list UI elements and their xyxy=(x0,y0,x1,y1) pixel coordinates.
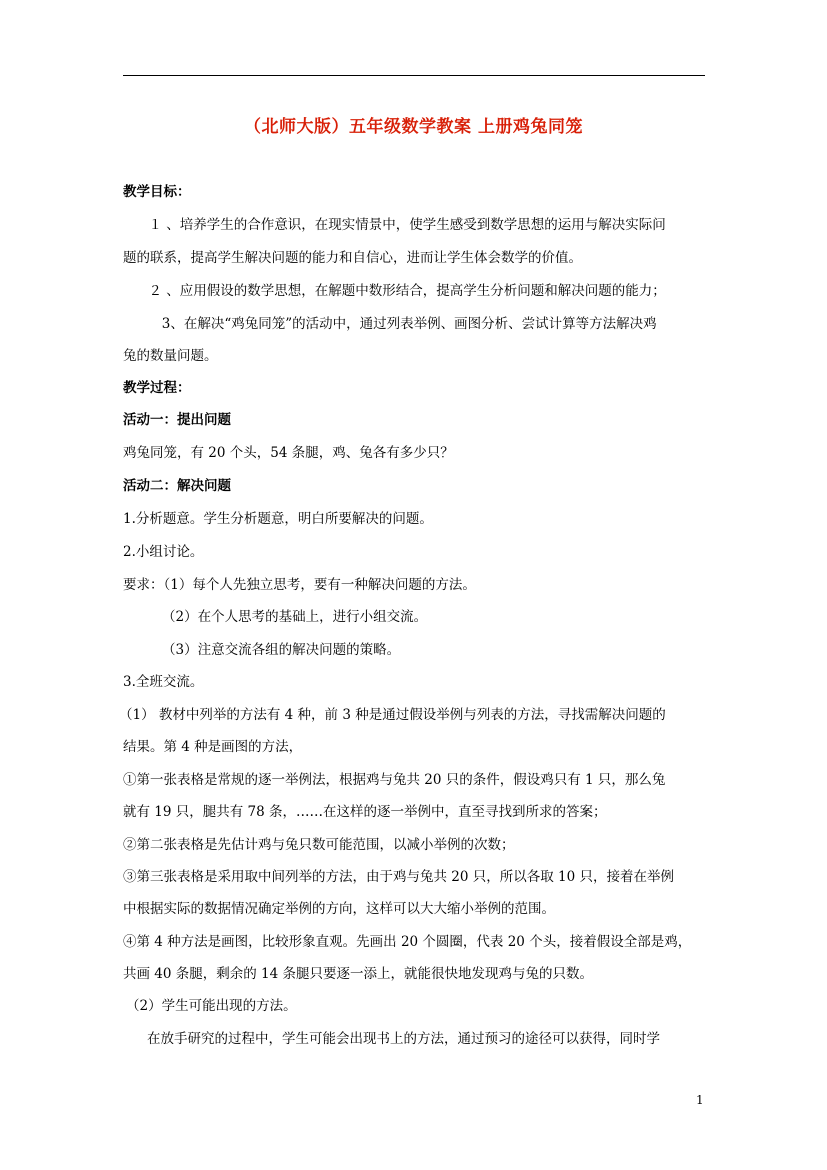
paragraph-line: ②第二张表格是先估计鸡与兔只数可能范围，以减小举例的次数； xyxy=(123,837,515,853)
section-heading: 教学过程： xyxy=(123,380,191,396)
paragraph-line: （2）在个人思考的基础上，进行小组交流。 xyxy=(162,609,428,625)
paragraph-line: ④第 4 种方法是画图，比较形象直观。先画出 20 个圆圈，代表 20 个头，接着假设全部是鸡， xyxy=(123,934,692,950)
paragraph-line: 题的联系，提高学生解决问题的能力和自信心，进而让学生体会数学的价值。 xyxy=(123,250,582,266)
paragraph-line: 结果。第 4 种是画图的方法， xyxy=(123,739,303,755)
activity-heading: 活动二：解决问题 xyxy=(123,478,231,494)
paragraph-line: 2.小组讨论。 xyxy=(123,544,204,560)
paragraph-line: 3、在解决“鸡兔同笼”的活动中，通过列表举例、画图分析、尝试计算等方法解决鸡 xyxy=(144,316,657,332)
document-title: （北师大版）五年级数学教案 上册鸡兔同笼 xyxy=(244,117,583,137)
paragraph-line: 兔的数量问题。 xyxy=(123,348,218,364)
paragraph-line: （1） 教材中列举的方法有 4 种，前 3 种是通过假设举例与列表的方法，寻找需解决问题的 xyxy=(119,707,666,723)
paragraph-line: 共画 40 条腿，剩余的 14 条腿只要逐一添上，就能很快地发现鸡与兔的只数。 xyxy=(123,966,594,982)
paragraph-line: ２ 、应用假设的数学思想，在解题中数形结合，提高学生分析问题和解决问题的能力； xyxy=(135,283,666,299)
paragraph-line: 中根据实际的数据情况确定举例的方向，这样可以大大缩小举例的范围。 xyxy=(123,901,555,917)
paragraph-line: ③第三张表格是采用取中间列举的方法，由于鸡与兔共 20 只，所以各取 10 只，接着在举例 xyxy=(123,869,675,885)
paragraph-line: 就有 19 只，腿共有 78 条，……在这样的逐一举例中，直至寻找到所求的答案； xyxy=(123,804,607,820)
activity-heading: 活动一：提出问题 xyxy=(123,412,231,428)
page-number: 1 xyxy=(696,1093,704,1107)
paragraph-line: （3）注意交流各组的解决问题的策略。 xyxy=(162,642,401,658)
paragraph-line: 要求：（1）每个人先独立思考，要有一种解决问题的方法。 xyxy=(123,577,476,593)
section-heading: 教学目标： xyxy=(123,184,191,200)
header-rule xyxy=(123,75,705,76)
paragraph-line: １ 、培养学生的合作意识，在现实情景中，使学生感受到数学思想的运用与解决实际问 xyxy=(135,217,666,233)
paragraph-line: 鸡兔同笼，有 20 个头，54 条腿，鸡、兔各有多少只？ xyxy=(123,445,454,461)
paragraph-line: 1.分析题意。学生分析题意，明白所要解决的问题。 xyxy=(123,511,433,527)
paragraph-line: （2）学生可能出现的方法。 xyxy=(126,998,297,1014)
paragraph-line: 在放手研究的过程中，学生可能会出现书上的方法，通过预习的途径可以获得，同时学 xyxy=(147,1031,660,1047)
paragraph-line: 3.全班交流。 xyxy=(123,674,204,690)
paragraph-line: ①第一张表格是常规的逐一举例法，根据鸡与兔共 20 只的条件，假设鸡只有 1 只，那么兔 xyxy=(123,772,666,788)
